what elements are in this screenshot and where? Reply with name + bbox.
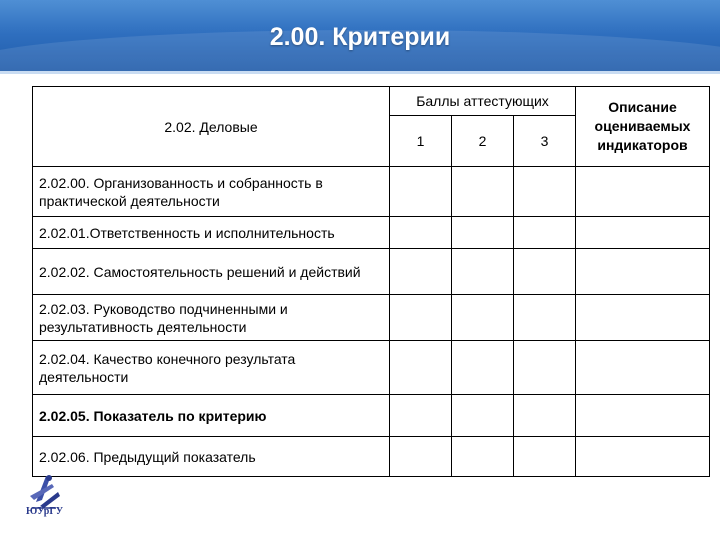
score-cell[interactable] xyxy=(452,295,514,341)
score-cell[interactable] xyxy=(452,249,514,295)
criteria-table xyxy=(32,86,710,477)
description-cell[interactable] xyxy=(576,217,710,249)
section-header: 2.02. Деловые xyxy=(164,118,258,135)
criterion-label: 2.02.04. Качество конечного результата деятельности xyxy=(33,341,390,395)
score-cell[interactable] xyxy=(390,437,452,477)
criterion-label: 2.02.01.Ответственность и исполнительность xyxy=(33,217,390,249)
score-cell[interactable] xyxy=(514,217,576,249)
description-cell[interactable] xyxy=(576,437,710,477)
table-row xyxy=(33,437,710,477)
slide-title: 2.00. Критерии xyxy=(269,22,451,51)
score-cell[interactable] xyxy=(390,295,452,341)
title-banner xyxy=(0,0,720,74)
table-row xyxy=(33,217,710,249)
score-column-header: 2 xyxy=(452,116,514,167)
criterion-label: 2.02.00. Организованность и собранность в практической деятельности xyxy=(33,167,390,217)
score-cell[interactable] xyxy=(452,395,514,437)
score-cell[interactable] xyxy=(514,249,576,295)
score-cell[interactable] xyxy=(514,295,576,341)
table-row xyxy=(33,395,710,437)
criterion-label: 2.02.06. Предыдущий показатель xyxy=(33,437,390,477)
score-cell[interactable] xyxy=(390,341,452,395)
score-cell[interactable] xyxy=(452,217,514,249)
description-cell[interactable] xyxy=(576,167,710,217)
table-row xyxy=(33,295,710,341)
score-column-header: 1 xyxy=(390,116,452,167)
description-cell[interactable] xyxy=(576,341,710,395)
description-header-cell xyxy=(576,87,710,167)
scores-header-cell xyxy=(390,87,576,116)
score-cell[interactable] xyxy=(390,249,452,295)
score-cell[interactable] xyxy=(514,395,576,437)
description-cell[interactable] xyxy=(576,295,710,341)
banner-divider xyxy=(0,71,720,74)
score-cell[interactable] xyxy=(452,167,514,217)
description-header: Описание оцениваемых индикаторов xyxy=(594,99,691,153)
criterion-label: 2.02.03. Руководство подчиненными и результативность деятельности xyxy=(33,295,390,341)
score-cell[interactable] xyxy=(452,437,514,477)
description-cell[interactable] xyxy=(576,249,710,295)
table-row xyxy=(33,249,710,295)
score-cell[interactable] xyxy=(390,395,452,437)
score-column-header: 3 xyxy=(514,116,576,167)
score-cell[interactable] xyxy=(452,341,514,395)
scores-header: Баллы аттестующих xyxy=(416,93,549,109)
criterion-label: 2.02.02. Самостоятельность решений и действий xyxy=(33,249,390,295)
score-cell[interactable] xyxy=(390,217,452,249)
score-cell[interactable] xyxy=(514,341,576,395)
score-cell[interactable] xyxy=(390,167,452,217)
criterion-total-label: 2.02.05. Показатель по критерию xyxy=(33,395,390,437)
description-cell[interactable] xyxy=(576,395,710,437)
section-header-cell xyxy=(33,87,390,167)
score-cell[interactable] xyxy=(514,437,576,477)
table-row xyxy=(33,167,710,217)
table-row xyxy=(33,341,710,395)
university-logo-text: ЮУрГУ xyxy=(26,506,64,517)
score-cell[interactable] xyxy=(514,167,576,217)
